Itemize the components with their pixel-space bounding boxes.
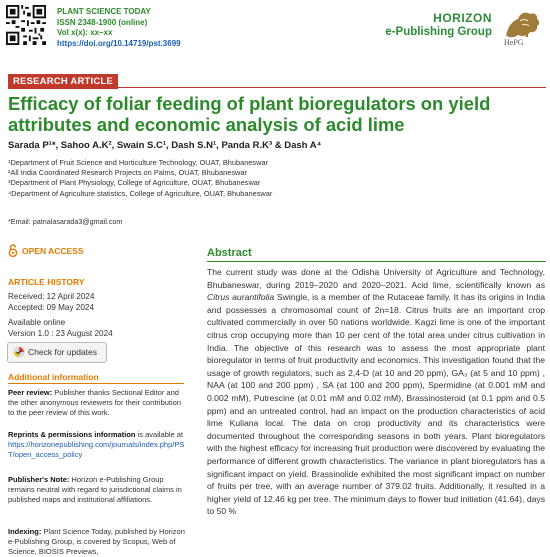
reprints-text: is available at (135, 430, 184, 439)
affiliation-3: ³Department of Plant Physiology, College of Agriculture, OUAT, Bhubaneswar (8, 178, 261, 188)
journal-name: PLANT SCIENCE TODAY (57, 7, 151, 16)
article-history (8, 277, 113, 339)
additional-info-heading: Additional information (8, 372, 99, 382)
available-online: Available online (8, 318, 66, 327)
header-divider (8, 87, 546, 88)
abstract-heading: Abstract (207, 247, 252, 259)
affiliation-4: ⁴Department of Agriculture statistics, College of Agriculture, OUAT, Bhubaneswar (8, 188, 273, 198)
reprints-note (8, 430, 186, 460)
publisher-note-label: Publisher's Note: (8, 475, 70, 484)
check-for-updates-button[interactable] (7, 342, 107, 363)
affiliation-1: ¹Department of Fruit Science and Horticulture Technology, OUAT, Bhubaneswar (8, 158, 269, 167)
publisher-line-1: HORIZON (433, 11, 492, 25)
reprints-label: Reprints & permissions information (8, 430, 136, 439)
indexing-note (8, 527, 186, 557)
check-for-updates-label: Check for updates (28, 347, 97, 357)
affiliation-2: ²All India Coordinated Research Projects on Palms, OUAT, Bhubaneswar (8, 168, 247, 178)
journal-info (57, 7, 181, 49)
open-access-label: OPEN ACCESS (22, 246, 84, 256)
qr-code-icon (6, 5, 46, 45)
publisher-line-2: e-Publishing Group (385, 26, 492, 38)
abstract-divider (207, 261, 546, 262)
indexing-text: Plant Science Today, published by Horizon e-Publishing Group, is covered by Scopus, Web of Science, BIOSIS Previews, (8, 527, 185, 556)
open-access-icon (8, 244, 18, 257)
article-title: Efficacy of foliar feeding of plant bioregulators on yield attributes and economic analysis of acid lime (8, 93, 491, 135)
corresponding-email: *Email: patnalasarada3@gmail.com (8, 217, 123, 226)
abstract-species: Citrus aurantifolia (207, 292, 275, 303)
abstract-text-2: Swingle, is a member of the Rutaceae family. It has its origins in India and possesses a chromosomal count of 2n=18. Citrus fruits are an important crop cultivated commercially in over 50 nations worldwide. Kagzi lime is one of the important citrus crop occupying more than 10 per cent of the total area under citrus cultivation in India. The objective of this research was to assess the most appropriate plant bioregulator in terms of fruit productivity and economics. This investigation found that the usage of growth regulators, such as 2,4-D (at 10 and 20 ppm), GA₃ (at 5 and 10 ppm) , NAA (at 100 and 200 ppm) , SA (at 100 and 200 ppm), Spermidine (at 0.001 mM and 0.002 mM), Putrescine (at 0.01 mM and 0.02 mM), Brassinosteroid (at 0.1 ppm and 0.5 ppm) and an untreated control, had an impact on the production characteristics of acid lime Kuliana local. The data on crop productivity and its characteristics were documented throughout the corresponding seasons in both years. Plant bioregulators with the highest efficacy for increasing fruit production were discovered by evaluating the performance of different growth characteristics. The variance in plant bioregulators has a significant impact on yield. Brassinolide exhibited the most significant impact on number of fruits per tree, with an average number of 379.02 fruits. Additionally, it resulted in a higher yield of 12.46 kg per tree. The minimum days to flower bud initiation (41.64), days to 50 % (207, 292, 545, 517)
abstract-text-1: The current study was done at the Odisha University of Agriculture and Technology, Bhubaneswar, during 2019–2020 and 2020–2021. Acid lime, scientifically known as (207, 267, 545, 290)
publisher-logo-text: HePG (504, 38, 524, 47)
article-authors: Sarada P¹*, Sahoo A.K², Swain S.C¹, Dash S.N¹, Panda R.K³ & Dash A⁴ (8, 140, 322, 151)
publisher-note (8, 475, 186, 505)
crossmark-icon (13, 346, 25, 358)
journal-issn: ISSN 2348-1900 (online) (57, 17, 148, 27)
version-date: Version 1.0 : 23 August 2024 (8, 329, 113, 338)
peer-review-label: Peer review: (8, 388, 53, 397)
article-type-badge: RESEARCH ARTICLE (8, 74, 118, 89)
affiliations (8, 158, 272, 199)
publisher-name (384, 11, 492, 38)
abstract-body (207, 266, 545, 518)
doi-link[interactable]: https://doi.org/10.14719/pst.3699 (57, 38, 181, 48)
additional-info-divider (8, 383, 184, 384)
indexing-label: Indexing: (8, 527, 42, 536)
peer-review-text: Publisher thanks Sectional Editor and the other anonymous reviewers for their contribution to the peer review of this work. (8, 388, 182, 417)
accepted-date: Accepted: 09 May 2024 (8, 303, 95, 312)
peer-review-note (8, 388, 186, 418)
journal-volume: Vol x(x): xx–xx (57, 28, 113, 37)
history-heading: ARTICLE HISTORY (8, 277, 85, 287)
publisher-note-text: Horizon e-Publishing Group remains neutral with regard to jurisdictional claims in published maps and institutional affiliations. (8, 475, 182, 504)
received-date: Received: 12 April 2024 (8, 292, 95, 301)
reprints-link[interactable]: https://horizonepublishing.com/journals/index.php/PST/open_access_policy (8, 439, 185, 459)
